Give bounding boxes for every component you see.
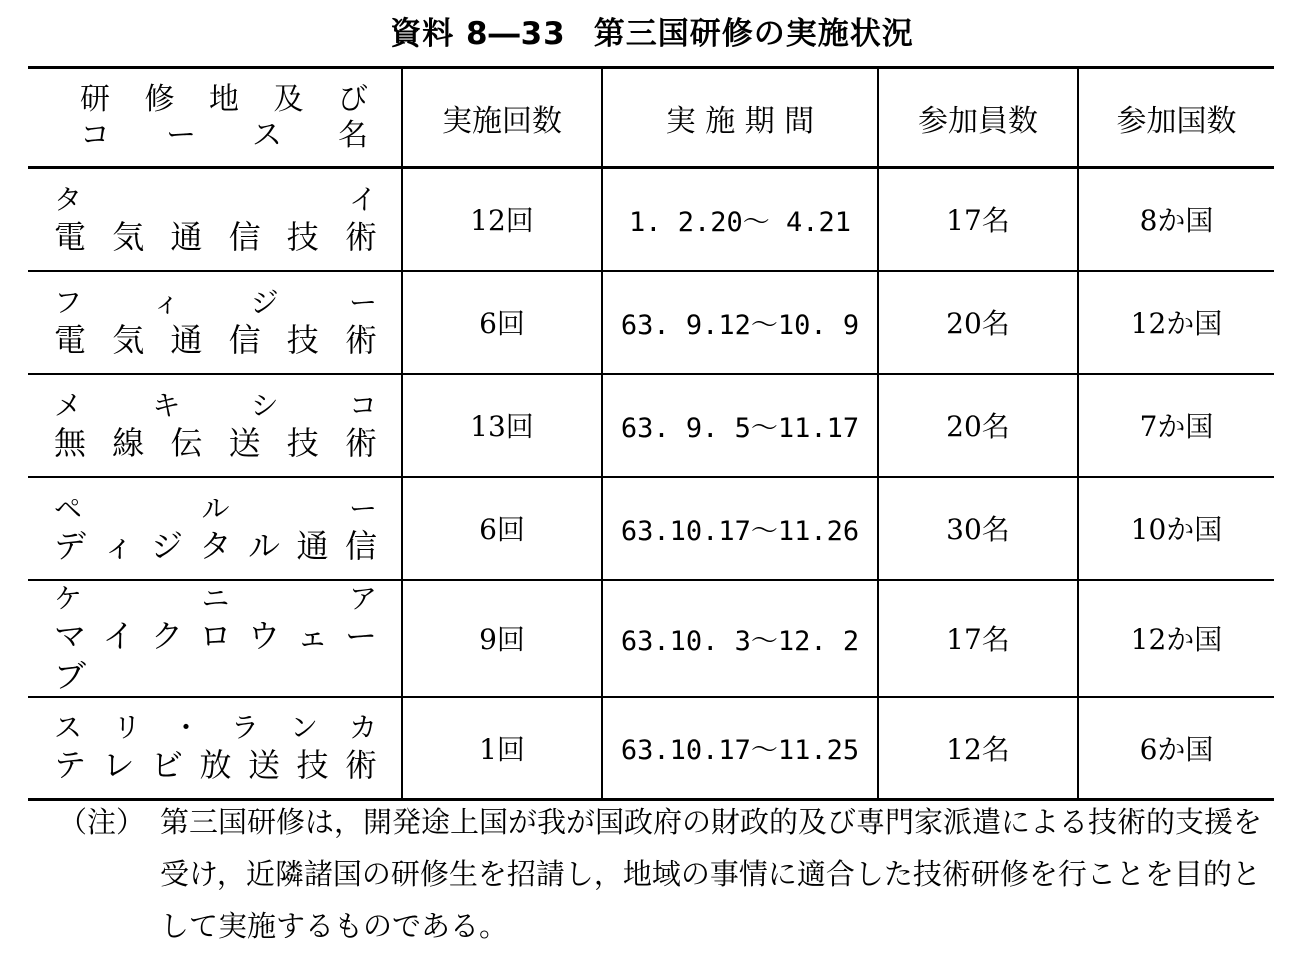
- period-value: 63.10.17～11.25: [620, 735, 860, 767]
- header-course: [28, 68, 402, 168]
- course-cell: [28, 271, 402, 374]
- training-table: [28, 66, 1274, 801]
- table-row: [28, 697, 1274, 800]
- participants-cell: 20名: [878, 271, 1078, 374]
- table-row: [28, 580, 1274, 697]
- course-cell: [28, 477, 402, 580]
- course-name: 電 気 通 信 技 術: [54, 320, 379, 359]
- table-row: [28, 271, 1274, 374]
- place-name: タ イ: [54, 182, 379, 216]
- title-number: 資料 8―33: [390, 16, 566, 52]
- participants-cell: 17名: [878, 580, 1078, 697]
- period-cell: [602, 580, 878, 697]
- place-name: ペ ル ー: [54, 491, 379, 525]
- course-name: マ イ ク ロ ウ ェ ー ブ: [54, 616, 379, 695]
- period-cell: [602, 168, 878, 271]
- period-cell: [602, 697, 878, 800]
- title-text: 第三国研修の実施状況: [593, 16, 914, 52]
- table-row: [28, 374, 1274, 477]
- header-participants: 参加員数: [878, 68, 1078, 168]
- course-cell: [28, 374, 402, 477]
- countries-cell: 10か国: [1078, 477, 1274, 580]
- sessions-cell: 12回: [402, 168, 602, 271]
- header-course-line1: 研 修 地 及 び: [80, 81, 371, 117]
- countries-cell: 12か国: [1078, 271, 1274, 374]
- countries-cell: 12か国: [1078, 580, 1274, 697]
- sessions-cell: 13回: [402, 374, 602, 477]
- period-value: 63.10.17～11.26: [620, 515, 860, 547]
- page-title: [0, 8, 1304, 53]
- participants-cell: 20名: [878, 374, 1078, 477]
- countries-cell: 7か国: [1078, 374, 1274, 477]
- sessions-cell: 6回: [402, 477, 602, 580]
- countries-cell: 6か国: [1078, 697, 1274, 800]
- header-countries: 参加国数: [1078, 68, 1274, 168]
- sessions-cell: 9回: [402, 580, 602, 697]
- period-cell: [602, 477, 878, 580]
- course-cell: [28, 697, 402, 800]
- course-name: デ ィ ジ タ ル 通 信: [54, 526, 379, 565]
- sessions-cell: 1回: [402, 697, 602, 800]
- course-name: 電 気 通 信 技 術: [54, 217, 379, 256]
- period-value: 1. 2.20～ 4.21: [628, 206, 852, 238]
- sessions-cell: 6回: [402, 271, 602, 374]
- period-cell: [602, 374, 878, 477]
- participants-cell: 30名: [878, 477, 1078, 580]
- place-name: メ キ シ コ: [54, 388, 379, 422]
- place-name: ケ ニ ア: [54, 581, 379, 615]
- period-cell: [602, 271, 878, 374]
- participants-cell: 17名: [878, 168, 1078, 271]
- footnote-label: （注）: [58, 805, 146, 839]
- period-value: 63. 9.12～10. 9: [620, 309, 860, 341]
- course-cell: [28, 580, 402, 697]
- header-period: 実 施 期 間: [602, 68, 878, 168]
- course-name: 無 線 伝 送 技 術: [54, 423, 379, 462]
- header-row: [28, 68, 1274, 168]
- header-course-line2: コ ー ス 名: [80, 117, 371, 153]
- course-name: テ レ ビ 放 送 技 術: [54, 746, 379, 785]
- place-name: フ ィ ジ ー: [54, 285, 379, 319]
- period-value: 63.10. 3～12. 2: [620, 625, 860, 657]
- header-sessions: 実施回数: [402, 68, 602, 168]
- period-value: 63. 9. 5～11.17: [620, 412, 860, 444]
- table-row: [28, 477, 1274, 580]
- footnote-text: 第三国研修は，開発途上国が我が国政府の財政的及び専門家派遣による技術的支援を受け，近隣諸国の研修生を招請し，地域の事情に適合した技術研修を行ことを目的として実施するものである。: [160, 805, 1263, 943]
- countries-cell: 8か国: [1078, 168, 1274, 271]
- participants-cell: 12名: [878, 697, 1078, 800]
- place-name: ス リ ・ ラ ン カ: [54, 711, 379, 745]
- table-row: [28, 168, 1274, 271]
- course-cell: [28, 168, 402, 271]
